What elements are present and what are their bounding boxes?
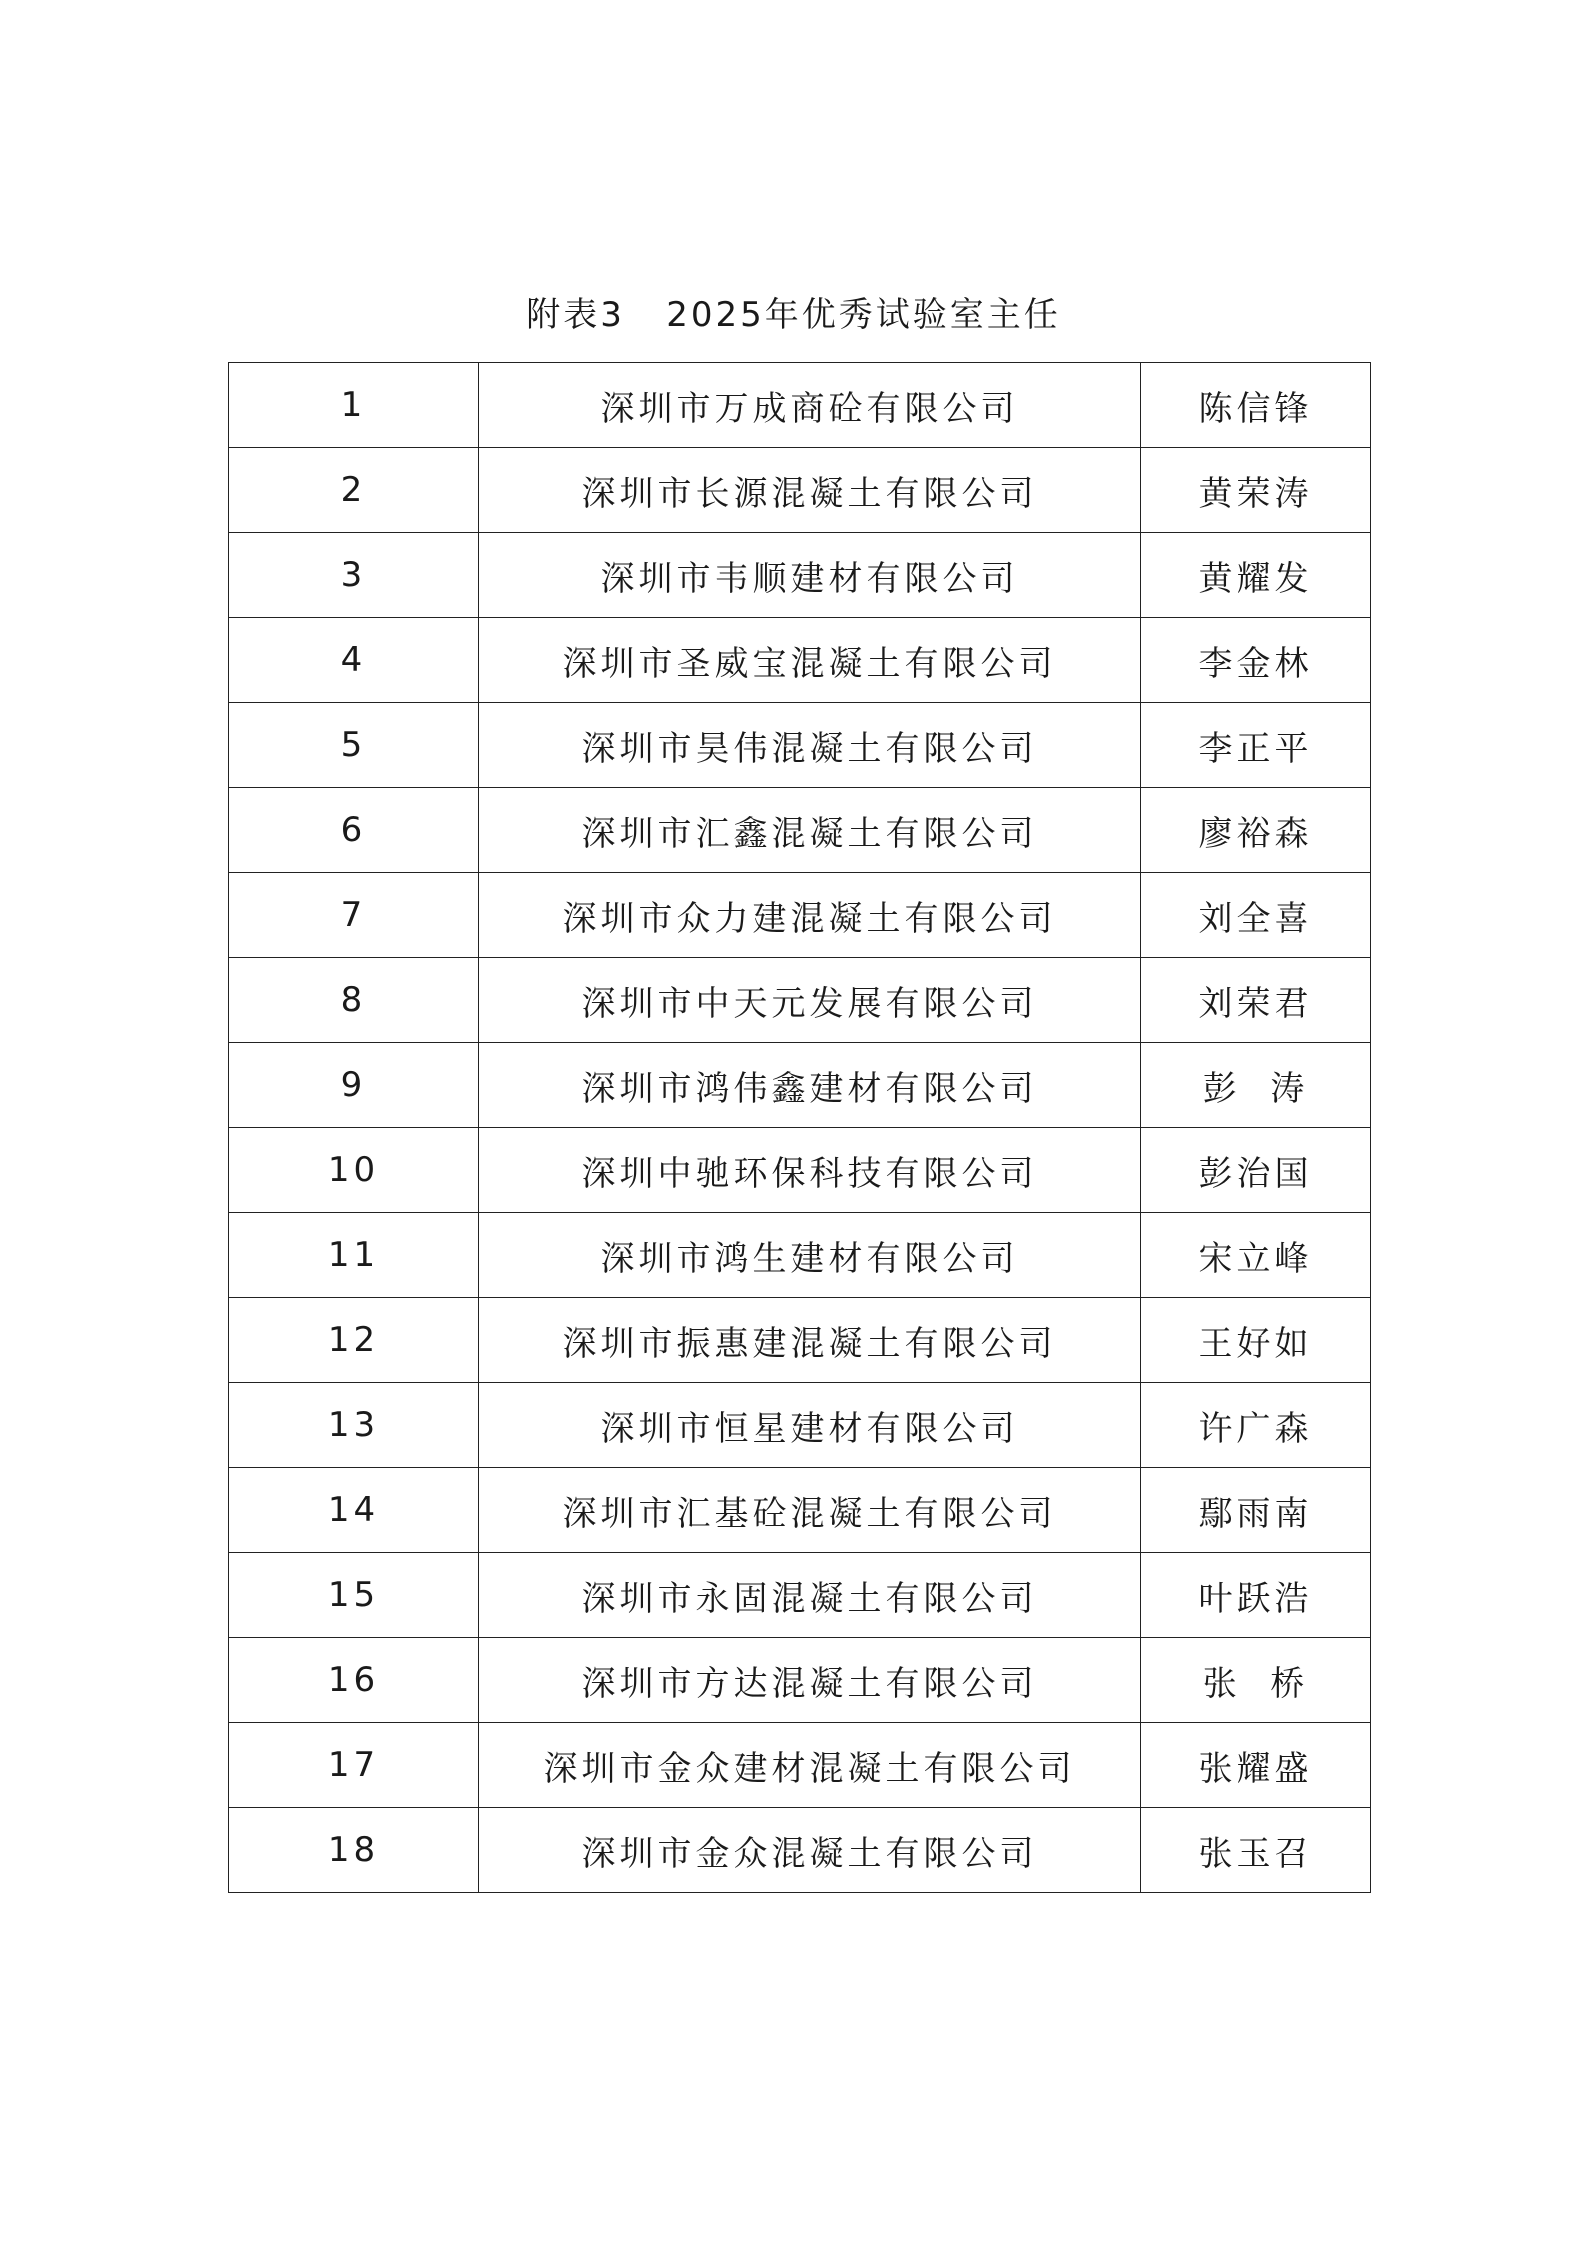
- lab-director-name: 张玉召: [1141, 1808, 1371, 1893]
- company-name: 深圳市昊伟混凝土有限公司: [479, 703, 1141, 788]
- row-number: 9: [229, 1043, 479, 1128]
- table-row: [229, 703, 1371, 788]
- table-row: [229, 1128, 1371, 1213]
- row-number: 11: [229, 1213, 479, 1298]
- award-table: [228, 362, 1371, 1893]
- table-row: [229, 873, 1371, 958]
- company-name: 深圳市万成商砼有限公司: [479, 363, 1141, 448]
- table-row: [229, 533, 1371, 618]
- company-name: 深圳市中天元发展有限公司: [479, 958, 1141, 1043]
- company-name: 深圳市韦顺建材有限公司: [479, 533, 1141, 618]
- company-name: 深圳市汇鑫混凝土有限公司: [479, 788, 1141, 873]
- lab-director-name: 许广森: [1141, 1383, 1371, 1468]
- company-name: 深圳市恒星建材有限公司: [479, 1383, 1141, 1468]
- lab-director-name: 张耀盛: [1141, 1723, 1371, 1808]
- lab-director-name: 黄耀发: [1141, 533, 1371, 618]
- row-number: 8: [229, 958, 479, 1043]
- table-row: [229, 1213, 1371, 1298]
- table-row: [229, 958, 1371, 1043]
- company-name: 深圳市长源混凝土有限公司: [479, 448, 1141, 533]
- row-number: 4: [229, 618, 479, 703]
- lab-director-name: 王好如: [1141, 1298, 1371, 1383]
- lab-director-name: 宋立峰: [1141, 1213, 1371, 1298]
- company-name: 深圳市众力建混凝土有限公司: [479, 873, 1141, 958]
- lab-director-name: 刘荣君: [1141, 958, 1371, 1043]
- table-row: [229, 788, 1371, 873]
- lab-director-name: 李金林: [1141, 618, 1371, 703]
- lab-director-name: 彭 涛: [1141, 1043, 1371, 1128]
- lab-director-name: 鄢雨南: [1141, 1468, 1371, 1553]
- row-number: 13: [229, 1383, 479, 1468]
- table-row: [229, 618, 1371, 703]
- row-number: 18: [229, 1808, 479, 1893]
- lab-director-name: 张 桥: [1141, 1638, 1371, 1723]
- table-row: [229, 1298, 1371, 1383]
- company-name: 深圳市金众混凝土有限公司: [479, 1808, 1141, 1893]
- table-row: [229, 1383, 1371, 1468]
- lab-director-name: 叶跃浩: [1141, 1553, 1371, 1638]
- lab-director-name: 廖裕森: [1141, 788, 1371, 873]
- lab-director-name: 彭治国: [1141, 1128, 1371, 1213]
- row-number: 1: [229, 363, 479, 448]
- award-table-body: [229, 363, 1371, 1893]
- row-number: 16: [229, 1638, 479, 1723]
- company-name: 深圳市方达混凝土有限公司: [479, 1638, 1141, 1723]
- table-row: [229, 1468, 1371, 1553]
- table-row: [229, 1553, 1371, 1638]
- lab-director-name: 刘全喜: [1141, 873, 1371, 958]
- table-row: [229, 1808, 1371, 1893]
- company-name: 深圳市金众建材混凝土有限公司: [479, 1723, 1141, 1808]
- row-number: 15: [229, 1553, 479, 1638]
- row-number: 6: [229, 788, 479, 873]
- row-number: 3: [229, 533, 479, 618]
- document-title: 附表3 2025年优秀试验室主任: [526, 295, 1061, 335]
- row-number: 14: [229, 1468, 479, 1553]
- row-number: 10: [229, 1128, 479, 1213]
- row-number: 7: [229, 873, 479, 958]
- table-row: [229, 1723, 1371, 1808]
- row-number: 2: [229, 448, 479, 533]
- lab-director-name: 黄荣涛: [1141, 448, 1371, 533]
- table-row: [229, 363, 1371, 448]
- table-row: [229, 1043, 1371, 1128]
- company-name: 深圳市鸿生建材有限公司: [479, 1213, 1141, 1298]
- table-row: [229, 1638, 1371, 1723]
- company-name: 深圳市鸿伟鑫建材有限公司: [479, 1043, 1141, 1128]
- lab-director-name: 陈信锋: [1141, 363, 1371, 448]
- company-name: 深圳市永固混凝土有限公司: [479, 1553, 1141, 1638]
- company-name: 深圳中驰环保科技有限公司: [479, 1128, 1141, 1213]
- row-number: 12: [229, 1298, 479, 1383]
- company-name: 深圳市振惠建混凝土有限公司: [479, 1298, 1141, 1383]
- company-name: 深圳市圣威宝混凝土有限公司: [479, 618, 1141, 703]
- table-row: [229, 448, 1371, 533]
- company-name: 深圳市汇基砼混凝土有限公司: [479, 1468, 1141, 1553]
- lab-director-name: 李正平: [1141, 703, 1371, 788]
- row-number: 5: [229, 703, 479, 788]
- row-number: 17: [229, 1723, 479, 1808]
